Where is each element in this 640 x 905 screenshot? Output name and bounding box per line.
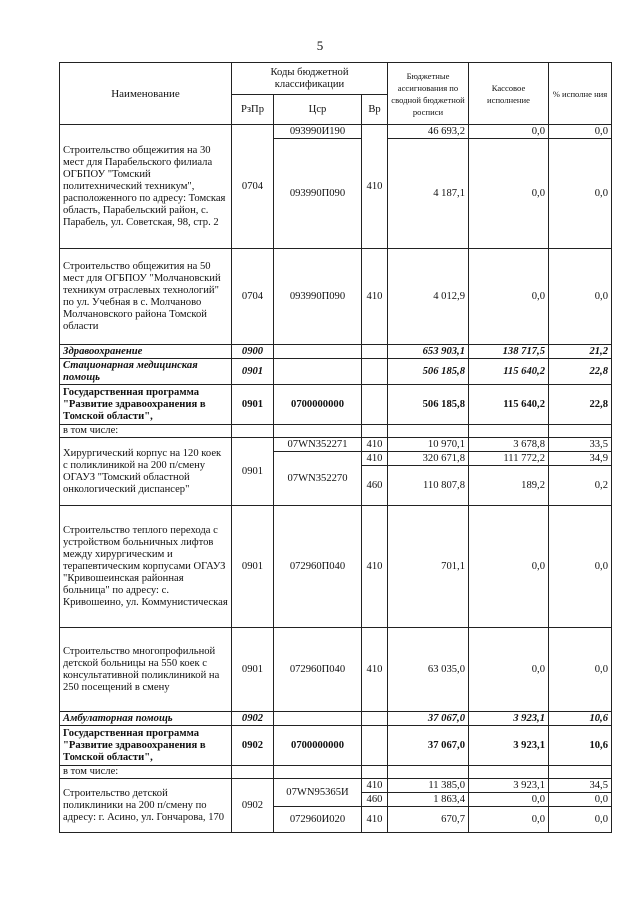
pct-cell: 0,0 bbox=[549, 807, 612, 833]
rzpr-cell bbox=[232, 425, 274, 438]
cash-cell bbox=[469, 425, 549, 438]
vr-cell: 410 bbox=[362, 807, 388, 833]
vr-cell bbox=[362, 425, 388, 438]
table-row bbox=[60, 779, 612, 793]
vr-cell: 410 bbox=[362, 125, 388, 249]
row-name: Государственная программа "Развитие здравоохранения в Томской области", bbox=[60, 385, 232, 425]
row-name: Строительство теплого перехода с устройством больничных лифтов между хирургическим и терапевтическим корпусами ОГАУЗ "Кривошеинская районная больница" по адресу: с. Кривошеино, ул. Коммунистическая bbox=[60, 506, 232, 628]
vr-cell bbox=[362, 359, 388, 385]
cash-cell: 0,0 bbox=[469, 807, 549, 833]
csr-cell: 0700000000 bbox=[274, 726, 362, 766]
cash-cell: 3 923,1 bbox=[469, 726, 549, 766]
assign-cell: 670,7 bbox=[388, 807, 469, 833]
row-name: Государственная программа "Развитие здравоохранения в Томской области", bbox=[60, 726, 232, 766]
csr-cell bbox=[274, 345, 362, 359]
table-row bbox=[60, 766, 612, 779]
pct-cell: 0,0 bbox=[549, 125, 612, 139]
assign-cell: 701,1 bbox=[388, 506, 469, 628]
vr-cell: 410 bbox=[362, 438, 388, 452]
cash-cell: 3 923,1 bbox=[469, 779, 549, 793]
table-row bbox=[60, 506, 612, 628]
vr-cell bbox=[362, 766, 388, 779]
vr-cell: 410 bbox=[362, 628, 388, 712]
vr-cell: 410 bbox=[362, 506, 388, 628]
csr-cell bbox=[274, 712, 362, 726]
rzpr-cell: 0901 bbox=[232, 628, 274, 712]
table-row bbox=[60, 712, 612, 726]
assign-cell: 63 035,0 bbox=[388, 628, 469, 712]
col-header-rzpr: РзПр bbox=[232, 95, 274, 125]
rzpr-cell: 0704 bbox=[232, 249, 274, 345]
pct-cell: 0,0 bbox=[549, 793, 612, 807]
cash-cell bbox=[469, 766, 549, 779]
table-row bbox=[60, 249, 612, 345]
pct-cell: 10,6 bbox=[549, 726, 612, 766]
pct-cell: 22,8 bbox=[549, 359, 612, 385]
cash-cell: 0,0 bbox=[469, 139, 549, 249]
table-row bbox=[60, 345, 612, 359]
table-row bbox=[60, 125, 612, 139]
rzpr-cell: 0902 bbox=[232, 726, 274, 766]
rzpr-cell: 0900 bbox=[232, 345, 274, 359]
csr-cell: 07WN95365И bbox=[274, 779, 362, 807]
assign-cell bbox=[388, 766, 469, 779]
cash-cell: 0,0 bbox=[469, 628, 549, 712]
cash-cell: 115 640,2 bbox=[469, 385, 549, 425]
table-row bbox=[60, 726, 612, 766]
row-name: Стационарная медицинская помощь bbox=[60, 359, 232, 385]
pct-cell: 33,5 bbox=[549, 438, 612, 452]
pct-cell: 10,6 bbox=[549, 712, 612, 726]
assign-cell: 46 693,2 bbox=[388, 125, 469, 139]
cash-cell: 0,0 bbox=[469, 793, 549, 807]
pct-cell: 0,0 bbox=[549, 139, 612, 249]
csr-cell bbox=[274, 359, 362, 385]
row-name: Строительство многопрофильной детской больницы на 550 коек с консультативной поликлиникой на 250 посещений в смену bbox=[60, 628, 232, 712]
assign-cell: 110 807,8 bbox=[388, 466, 469, 506]
row-name: в том числе: bbox=[60, 425, 232, 438]
pct-cell: 21,2 bbox=[549, 345, 612, 359]
vr-cell: 460 bbox=[362, 466, 388, 506]
col-header-codes: Коды бюджетной классификации bbox=[232, 63, 388, 95]
vr-cell: 410 bbox=[362, 779, 388, 793]
budget-table bbox=[59, 62, 612, 833]
vr-cell bbox=[362, 726, 388, 766]
vr-cell bbox=[362, 712, 388, 726]
assign-cell: 320 671,8 bbox=[388, 452, 469, 466]
rzpr-cell bbox=[232, 766, 274, 779]
row-name: Строительство общежития на 30 мест для Парабельского филиала ОГБПОУ "Томский политехнический техникум", расположенного по адресу: Томская область, Парабельский район, с. Парабель, ул. Советская, 98, стр. 2 bbox=[60, 125, 232, 249]
col-header-cash: Кассовое исполнение bbox=[469, 63, 549, 125]
row-name: Строительство детской поликлиники на 200 п/смену по адресу: г. Асино, ул. Гончарова, 170 bbox=[60, 779, 232, 833]
cash-cell: 0,0 bbox=[469, 249, 549, 345]
row-name: в том числе: bbox=[60, 766, 232, 779]
rzpr-cell: 0901 bbox=[232, 385, 274, 425]
col-header-name: Наименование bbox=[60, 63, 232, 125]
table-header-row bbox=[60, 63, 612, 95]
vr-cell bbox=[362, 385, 388, 425]
pct-cell: 22,8 bbox=[549, 385, 612, 425]
col-header-assign: Бюджетные ассигнования по сводной бюджетной росписи bbox=[388, 63, 469, 125]
table-row bbox=[60, 438, 612, 452]
pct-cell: 34,5 bbox=[549, 779, 612, 793]
assign-cell: 653 903,1 bbox=[388, 345, 469, 359]
assign-cell: 4 187,1 bbox=[388, 139, 469, 249]
assign-cell: 37 067,0 bbox=[388, 726, 469, 766]
cash-cell: 0,0 bbox=[469, 506, 549, 628]
csr-cell: 0700000000 bbox=[274, 385, 362, 425]
row-name: Здравоохранение bbox=[60, 345, 232, 359]
cash-cell: 3 923,1 bbox=[469, 712, 549, 726]
csr-cell bbox=[274, 425, 362, 438]
pct-cell bbox=[549, 766, 612, 779]
vr-cell: 410 bbox=[362, 249, 388, 345]
rzpr-cell: 0902 bbox=[232, 779, 274, 833]
cash-cell: 115 640,2 bbox=[469, 359, 549, 385]
col-header-vr: Вр bbox=[362, 95, 388, 125]
table-row bbox=[60, 425, 612, 438]
pct-cell: 0,0 bbox=[549, 506, 612, 628]
csr-cell: 07WN352271 bbox=[274, 438, 362, 452]
assign-cell: 4 012,9 bbox=[388, 249, 469, 345]
csr-cell: 072960П040 bbox=[274, 628, 362, 712]
csr-cell: 07WN352270 bbox=[274, 452, 362, 506]
csr-cell: 093990И190 bbox=[274, 125, 362, 139]
cash-cell: 189,2 bbox=[469, 466, 549, 506]
csr-cell: 093990П090 bbox=[274, 249, 362, 345]
row-name: Хирургический корпус на 120 коек с поликлиникой на 200 п/смену ОГАУЗ "Томский областной онкологический диспансер" bbox=[60, 438, 232, 506]
assign-cell: 506 185,8 bbox=[388, 385, 469, 425]
vr-cell: 410 bbox=[362, 452, 388, 466]
pct-cell: 0,0 bbox=[549, 249, 612, 345]
assign-cell: 37 067,0 bbox=[388, 712, 469, 726]
rzpr-cell: 0901 bbox=[232, 506, 274, 628]
pct-cell: 0,2 bbox=[549, 466, 612, 506]
cash-cell: 3 678,8 bbox=[469, 438, 549, 452]
rzpr-cell: 0704 bbox=[232, 125, 274, 249]
col-header-csr: Цср bbox=[274, 95, 362, 125]
cash-cell: 0,0 bbox=[469, 125, 549, 139]
pct-cell: 0,0 bbox=[549, 628, 612, 712]
vr-cell bbox=[362, 345, 388, 359]
csr-cell bbox=[274, 766, 362, 779]
rzpr-cell: 0901 bbox=[232, 359, 274, 385]
col-header-pct: % исполне ния bbox=[549, 63, 612, 125]
csr-cell: 072960П040 bbox=[274, 506, 362, 628]
pct-cell bbox=[549, 425, 612, 438]
cash-cell: 111 772,2 bbox=[469, 452, 549, 466]
assign-cell: 11 385,0 bbox=[388, 779, 469, 793]
cash-cell: 138 717,5 bbox=[469, 345, 549, 359]
vr-cell: 460 bbox=[362, 793, 388, 807]
table-row bbox=[60, 385, 612, 425]
row-name: Строительство общежития на 50 мест для ОГБПОУ "Молчановский техникум отраслевых технологий" по ул. Учебная в с. Молчаново Молчановского района Томской области bbox=[60, 249, 232, 345]
assign-cell: 506 185,8 bbox=[388, 359, 469, 385]
assign-cell: 1 863,4 bbox=[388, 793, 469, 807]
csr-cell: 093990П090 bbox=[274, 139, 362, 249]
pct-cell: 34,9 bbox=[549, 452, 612, 466]
page-number: 5 bbox=[316, 38, 324, 53]
table-row bbox=[60, 628, 612, 712]
row-name: Амбулаторная помощь bbox=[60, 712, 232, 726]
table-row bbox=[60, 359, 612, 385]
csr-cell: 072960И020 bbox=[274, 807, 362, 833]
rzpr-cell: 0901 bbox=[232, 438, 274, 506]
assign-cell: 10 970,1 bbox=[388, 438, 469, 452]
assign-cell bbox=[388, 425, 469, 438]
rzpr-cell: 0902 bbox=[232, 712, 274, 726]
